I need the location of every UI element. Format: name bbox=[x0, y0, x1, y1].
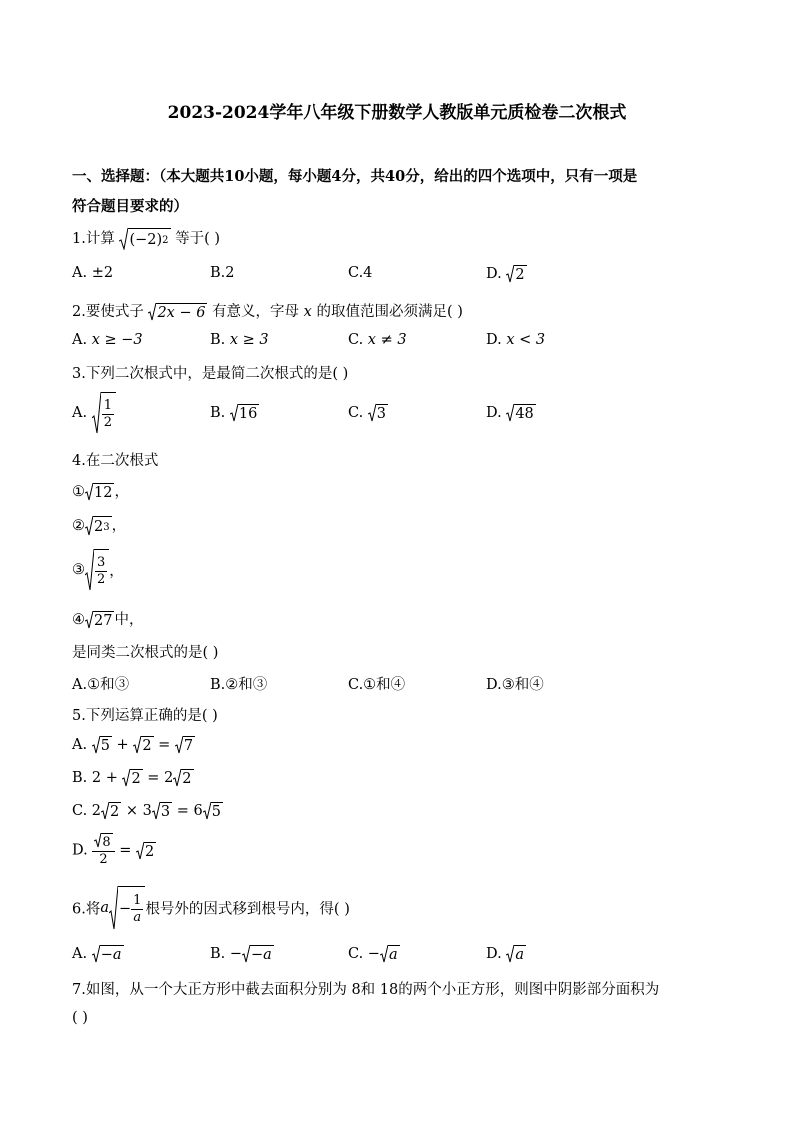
q5-a-radical-1 bbox=[92, 736, 112, 754]
q6-den: a bbox=[133, 909, 142, 925]
q5-b-radical-2 bbox=[173, 769, 193, 787]
question-3-stem: 3.下列二次根式中，是最简二次根式的是( ) bbox=[72, 366, 349, 382]
q4-item-1-mark: ① bbox=[72, 484, 85, 500]
q3-option-c-label: C. bbox=[348, 405, 368, 421]
q2-option-d-label: D. bbox=[486, 332, 507, 348]
q5-d-den: 2 bbox=[99, 852, 108, 867]
q6-option-c-radical bbox=[380, 945, 400, 963]
q2-radical bbox=[148, 303, 207, 321]
q3-option-b-radical bbox=[230, 404, 259, 422]
q5-a-radical-2 bbox=[133, 736, 153, 754]
q5-c-radical-2 bbox=[152, 802, 172, 820]
q4-item-3-num: 3 bbox=[97, 554, 106, 570]
q6-prefix: 6.将 bbox=[72, 901, 101, 918]
q6-coef: a bbox=[100, 900, 109, 916]
q5-b-eq: = 2 bbox=[142, 770, 174, 786]
q1-radicand-base: (−2) bbox=[129, 232, 163, 248]
q3-option-a-label: A. bbox=[72, 405, 92, 421]
q4-item-2-mark: ② bbox=[72, 518, 85, 534]
q4-item-2 bbox=[72, 514, 126, 536]
q4-item-4-tail: 中， bbox=[114, 612, 144, 628]
q4-item-1-tail: ， bbox=[114, 484, 129, 500]
q4-option-d[interactable]: D.③和④ bbox=[486, 677, 544, 693]
q2-suffix: 的取值范围必须满足( ) bbox=[316, 304, 463, 320]
q5-c-radical-1 bbox=[101, 802, 121, 820]
q1-suffix: 等于( ) bbox=[175, 231, 221, 247]
q4-item-4 bbox=[72, 608, 143, 629]
q1-option-a-value: ±2 bbox=[91, 265, 114, 281]
q5-b-radical-1 bbox=[122, 769, 142, 787]
q6-option-c-label: C. bbox=[348, 946, 368, 962]
q6-suffix: 根号外的因式移到根号内，得( ) bbox=[145, 901, 350, 918]
q5-d-fraction bbox=[92, 833, 114, 868]
q3-option-b-radicand: 16 bbox=[238, 406, 258, 422]
q5-option-d-label: D. bbox=[72, 842, 93, 859]
q5-a-op: + bbox=[111, 737, 134, 753]
q6-option-a[interactable] bbox=[72, 945, 124, 963]
q3-option-d-radicand: 48 bbox=[515, 406, 534, 422]
q1-prefix: 1.计算 bbox=[72, 231, 115, 247]
q5-c-radicand-1: 2 bbox=[110, 804, 120, 820]
question-5-stem: 5.下列运算正确的是( ) bbox=[72, 708, 218, 724]
q3-option-a[interactable] bbox=[72, 392, 116, 434]
q1-option-a[interactable] bbox=[72, 265, 113, 281]
q5-option-b-label: B. bbox=[72, 770, 92, 786]
q4-ask: 是同类二次根式的是( ) bbox=[72, 645, 219, 661]
q4-option-b[interactable]: B.②和③ bbox=[210, 677, 268, 693]
q5-option-a-label: A. bbox=[72, 737, 92, 753]
page-title: 2023-2024学年八年级下册数学人教版单元质检卷二次根式 bbox=[167, 103, 627, 123]
q2-option-c[interactable] bbox=[348, 332, 407, 348]
q5-option-c[interactable] bbox=[72, 802, 223, 820]
q2-option-a[interactable] bbox=[72, 332, 143, 348]
q4-item-2-exp: 3 bbox=[103, 521, 110, 533]
q5-a-radicand-3: 7 bbox=[183, 738, 194, 754]
q6-option-c[interactable] bbox=[348, 945, 400, 963]
q5-c-coef: 2 bbox=[91, 803, 102, 819]
q5-c-eq: = 6 bbox=[172, 803, 203, 819]
q6-option-b-sign: − bbox=[229, 946, 243, 962]
q6-option-a-radical bbox=[92, 945, 124, 963]
q6-option-d-radicand: a bbox=[515, 947, 524, 963]
q1-option-a-label: A. bbox=[72, 265, 92, 281]
q1-option-b[interactable]: B.2 bbox=[210, 265, 235, 281]
q4-item-2-base: 2 bbox=[94, 519, 104, 535]
q5-c-radicand-3: 5 bbox=[211, 804, 221, 820]
q5-d-radical bbox=[136, 842, 156, 860]
q6-option-b[interactable] bbox=[210, 945, 274, 963]
q2-radicand: 2x − 6 bbox=[157, 305, 206, 321]
q3-option-a-radical bbox=[92, 392, 116, 434]
q2-option-a-label: A. bbox=[72, 332, 92, 348]
question-6-stem bbox=[72, 886, 350, 930]
q2-option-d-value: x < 3 bbox=[506, 332, 546, 348]
section-header-line2: 符合题目要求的） bbox=[72, 198, 188, 215]
q3-option-d-radical bbox=[506, 404, 535, 422]
q4-item-2-tail: ， bbox=[111, 518, 127, 534]
q6-option-c-radicand: a bbox=[388, 947, 398, 963]
q4-item-4-radical bbox=[85, 611, 114, 629]
q4-item-4-mark: ④ bbox=[72, 612, 85, 628]
q3-options bbox=[72, 392, 632, 438]
q5-d-eq: = bbox=[114, 842, 136, 859]
q3-option-c-radicand: 3 bbox=[376, 406, 387, 422]
q6-sign: − bbox=[119, 901, 132, 917]
q4-item-1-radical bbox=[85, 483, 114, 501]
q4-options bbox=[72, 673, 632, 695]
q3-option-a-den: 2 bbox=[103, 414, 112, 430]
q5-a-eq: = bbox=[153, 737, 175, 753]
section-header-line1: 一、选择题：（本大题共10小题，每小题4分，共40分，给出的四个选项中，只有一项是 bbox=[72, 168, 638, 185]
q5-a-radicand-2: 2 bbox=[142, 738, 152, 754]
question-2-stem bbox=[72, 300, 463, 321]
q4-option-a[interactable]: A.①和③ bbox=[72, 677, 130, 693]
q5-c-op: × 3 bbox=[121, 803, 152, 819]
q5-d-num-radical bbox=[94, 833, 112, 851]
q5-option-d[interactable] bbox=[72, 833, 156, 868]
q4-item-2-radical bbox=[85, 516, 112, 536]
q4-item-3 bbox=[72, 549, 124, 591]
q1-option-d-radicand: 2 bbox=[515, 267, 525, 283]
q6-option-b-radical bbox=[242, 945, 274, 963]
q4-item-1 bbox=[72, 480, 129, 501]
q2-var: x bbox=[303, 304, 312, 320]
q6-option-b-radicand: −a bbox=[251, 947, 272, 963]
q6-radical bbox=[109, 886, 145, 930]
q1-radicand-exp: 2 bbox=[162, 234, 169, 246]
q5-option-b[interactable] bbox=[72, 769, 194, 787]
q6-option-a-label: A. bbox=[72, 946, 92, 962]
q2-option-d[interactable] bbox=[486, 332, 545, 348]
q1-option-c[interactable]: C.4 bbox=[348, 265, 373, 281]
q3-option-c[interactable] bbox=[348, 404, 388, 422]
q1-option-d-label: D. bbox=[486, 266, 507, 282]
q1-option-d-radical bbox=[506, 265, 526, 283]
q6-option-a-radicand: −a bbox=[100, 947, 122, 963]
q5-option-c-label: C. bbox=[72, 803, 92, 819]
q3-option-d[interactable] bbox=[486, 404, 536, 422]
q2-option-a-value: x ≥ −3 bbox=[91, 332, 143, 348]
question-1-stem bbox=[72, 227, 220, 250]
q5-d-num-radicand: 8 bbox=[102, 835, 111, 850]
q2-option-c-value: x ≠ 3 bbox=[367, 332, 407, 348]
question-4-stem: 4.在二次根式 bbox=[72, 453, 159, 469]
question-7-line1: 7.如图，从一个大正方形中截去面积分别为 8和 18的两个小正方形，则图中阴影部分面积为 bbox=[72, 982, 660, 998]
q4-item-3-tail: ， bbox=[109, 563, 124, 580]
q5-a-radical-3 bbox=[175, 736, 195, 754]
q5-c-radical-3 bbox=[203, 802, 223, 820]
q6-option-d-radical bbox=[506, 945, 526, 963]
question-7-line2: ( ) bbox=[72, 1010, 88, 1026]
q4-item-3-radical bbox=[85, 549, 109, 591]
q2-option-c-label: C. bbox=[348, 332, 368, 348]
q2-prefix: 2.要使式子 bbox=[72, 304, 144, 320]
q3-option-d-label: D. bbox=[486, 405, 507, 421]
q6-option-d[interactable] bbox=[486, 945, 526, 963]
q2-option-b[interactable] bbox=[210, 332, 269, 348]
q2-mid: 有意义，字母 bbox=[212, 304, 300, 320]
q5-d-radicand: 2 bbox=[144, 843, 155, 860]
q3-option-a-num: 1 bbox=[103, 397, 112, 413]
q1-options bbox=[72, 265, 632, 287]
q4-item-3-mark: ③ bbox=[72, 562, 85, 578]
q6-option-d-label: D. bbox=[486, 946, 507, 962]
q3-option-b[interactable] bbox=[210, 404, 259, 422]
q6-options bbox=[72, 945, 632, 967]
q3-option-b-label: B. bbox=[210, 405, 230, 421]
q4-item-4-radicand: 27 bbox=[94, 613, 113, 629]
q5-option-a[interactable] bbox=[72, 736, 195, 754]
q6-option-c-sign: − bbox=[367, 946, 380, 962]
q4-option-c[interactable]: C.①和④ bbox=[348, 677, 406, 693]
q2-options bbox=[72, 332, 632, 354]
q6-num: 1 bbox=[133, 892, 142, 908]
q6-option-b-label: B. bbox=[210, 946, 230, 962]
q4-item-1-radicand: 12 bbox=[94, 485, 113, 501]
q5-a-radicand-1: 5 bbox=[100, 738, 110, 754]
q5-c-radicand-2: 3 bbox=[160, 804, 171, 820]
q5-b-lhs: 2 + bbox=[91, 770, 123, 786]
q5-b-radicand-2: 2 bbox=[182, 771, 192, 787]
q2-option-b-value: x ≥ 3 bbox=[229, 332, 269, 348]
q5-b-radicand-1: 2 bbox=[131, 771, 141, 787]
q3-option-c-radical bbox=[368, 404, 388, 422]
q1-option-d[interactable] bbox=[486, 265, 527, 283]
q2-option-b-label: B. bbox=[210, 332, 230, 348]
q4-item-3-den: 2 bbox=[97, 571, 106, 587]
q1-radical bbox=[119, 228, 170, 250]
